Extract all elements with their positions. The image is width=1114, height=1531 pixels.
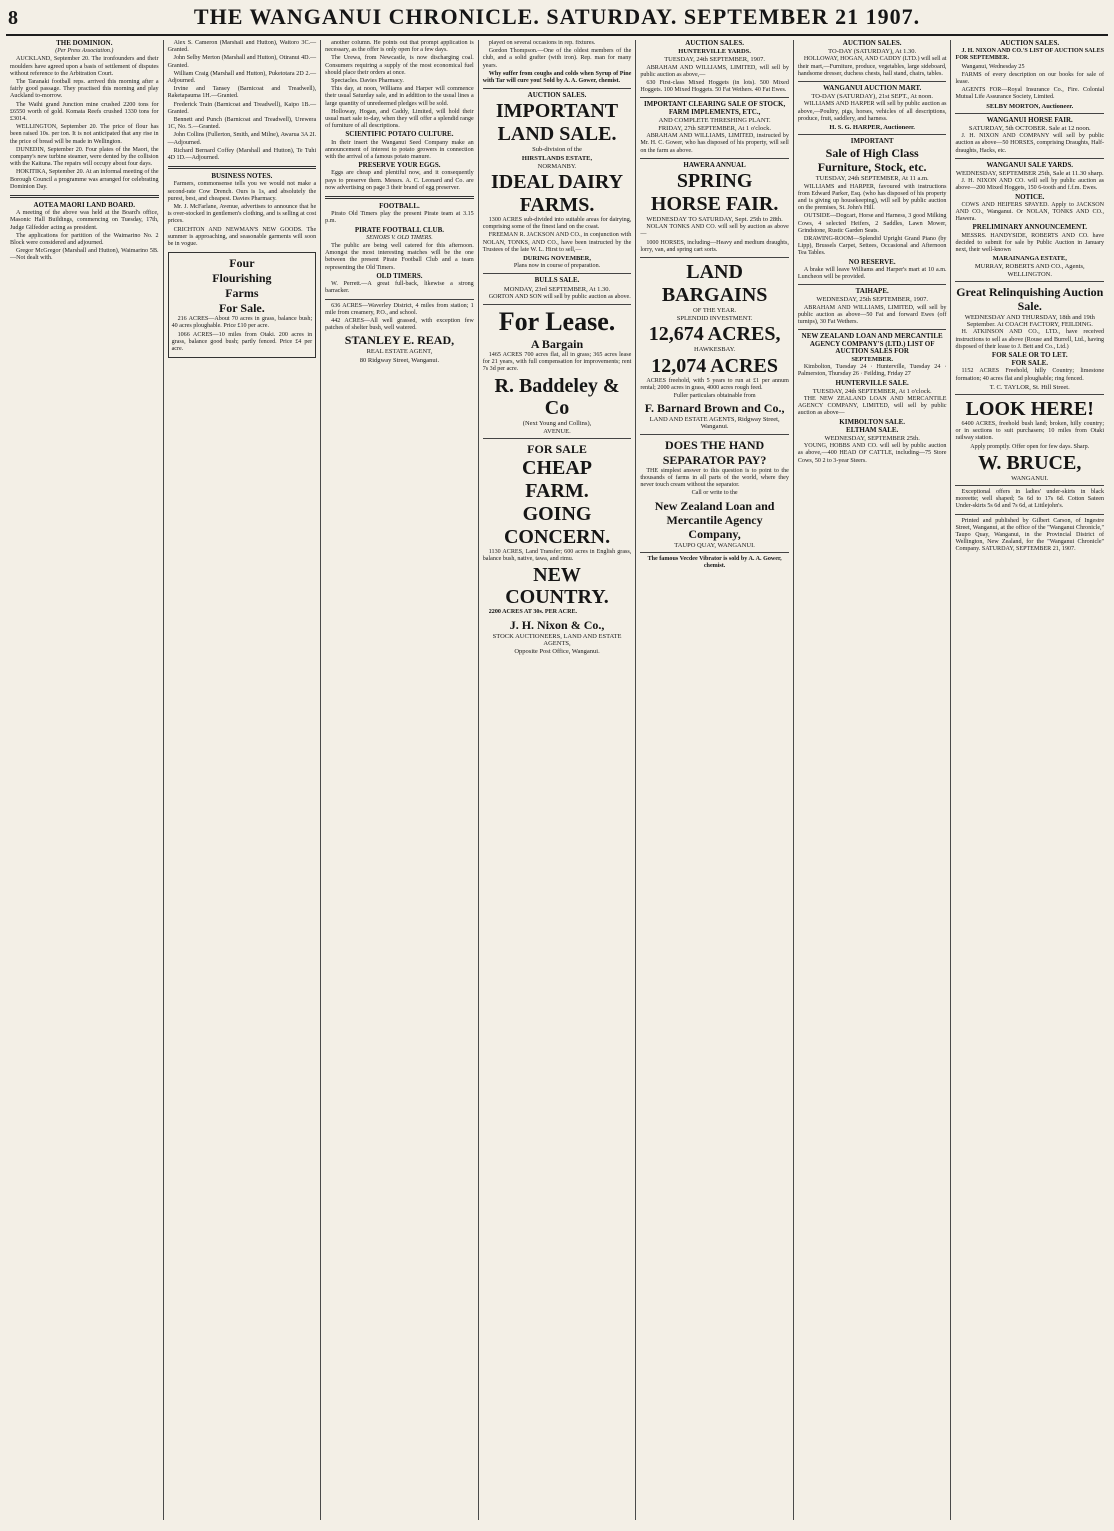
article-paragraph: Pirato Old Timers play the present Pirate team at 3.15 p.m. — [325, 211, 474, 225]
section-heading: NEW ZEALAND LOAN AND MERCANTILE AGENCY COMPANY'S (LTD.) LIST OF AUCTION SALES FOR — [801, 332, 943, 355]
auctioneer-name: SELBY MORTON, Auctioneer. — [986, 102, 1074, 110]
divider — [798, 329, 947, 330]
ad-subline: LAND AND ESTATE AGENTS, Ridgway Street, Wanganui. — [649, 416, 780, 431]
ad-headline: A Bargain — [530, 337, 584, 352]
agent-name: New Zealand Loan and Mercantile Agency Company, — [654, 498, 775, 541]
ad-paragraph: J. H. NIXON AND COMPANY will sell by public auction as above—50 HORSES, comprising Draughts, Half-draughts, Hacks, etc. — [955, 133, 1105, 154]
section-heading: AUCTION SALES. — [842, 40, 902, 47]
section-heading: AUCTION SALES. — [685, 40, 744, 47]
section-heading: AUCTION SALES. — [1000, 40, 1060, 47]
article-paragraph: This day, at noon, Williams and Harper will commence their usual Saturday sale, and in addition to the usual lines a large quantity of unredeemed pledges will be sold. — [325, 86, 474, 107]
section-heading: IMPORTANT — [850, 137, 894, 146]
divider — [955, 158, 1104, 159]
ad-paragraph: ABRAHAM AND WILLIAMS, LIMITED, will sell by public auction as above—50 Fat and forward Ewes (off turnips), 30 Fat Wethers. — [797, 304, 947, 326]
agent-name: STANLEY E. READ, — [344, 333, 455, 348]
divider — [955, 281, 1104, 282]
ad-paragraph: Kimbolton, Tuesday 24 · Hunterville, Tuesday 24 · Palmerston, Thursday 26 · Feilding, Friday 27 — [797, 364, 947, 378]
section-heading: SCIENTIFIC POTATO CULTURE. — [345, 130, 454, 139]
ad-paragraph: A brake will leave Williams and Harper's mart at 10 a.m. Luncheon will be provided. — [797, 266, 947, 281]
agent-name: R. Baddeley & Co — [494, 374, 620, 419]
divider — [798, 284, 947, 285]
section-heading: KIMBOLTON SALE. — [839, 417, 906, 426]
ad-paragraph: COWS AND HEIFERS SPAYED. Apply to JACKSON AND CO., Wanganui. Or NOLAN, TONKS AND CO., Hawera. — [955, 201, 1105, 223]
ad-paragraph: ACRES freehold, with 5 years to run at £1 per annum rental; 2000 acres in grass, 4000 acres rough feed. — [640, 377, 789, 391]
divider — [798, 81, 947, 82]
masthead — [6, 4, 1108, 36]
ad-headline: GOING — [522, 503, 592, 526]
section-heading: ELTHAM SALE. — [846, 425, 899, 434]
section-heading: HUNTERVILLE SALE. — [835, 378, 909, 387]
ad-paragraph: THE NEW ZEALAND LOAN AND MERCANTILE AGENCY COMPANY, LIMITED, will sell by public auction as above— — [797, 395, 947, 417]
ad-headline: Sale of High Class Furniture, Stock, etc. — [817, 146, 927, 175]
ad-subline: WEDNESDAY, SEPTEMBER 25th. — [824, 434, 920, 442]
ad-subline: DURING NOVEMBER, — [523, 255, 591, 263]
ad-paragraph: Apply promptly. Offer open for few days. Sharp. — [970, 443, 1090, 450]
ad-subline: AND COMPLETE THRESHING PLANT. — [658, 116, 771, 124]
article-paragraph: CRICHTON AND NEWMAN'S NEW GOODS. The summer is approaching, and seasonable garments will soon be in vogue. — [167, 226, 317, 248]
ad-subline: SPLENDID INVESTMENT. — [676, 315, 753, 323]
divider — [955, 113, 1104, 114]
ad-headline: CONCERN. — [503, 526, 611, 549]
ad-paragraph: 2200 ACRES AT 30s. PER ACRE. — [488, 609, 578, 616]
ad-paragraph: OUTSIDE—Dogcart, Horse and Harness, 3 good Milking Cows, 4 selected Heifers, 2 Saddles, Lawn Mower, Grindstone, Rustic Garden Seats. — [797, 213, 947, 234]
article-paragraph: AUCKLAND, September 20. The ironfounders and their moulders have agreed upon a basis of settlement of disputes without reference to the Arbitration Court. — [10, 56, 159, 77]
ad-headline: 12,074 ACRES — [651, 354, 778, 377]
article-paragraph: A meeting of the above was held at the Board's office, Masonic Hall Buildings, commencing on Tuesday, 17th, Judge Gilfedder acting as president. — [10, 210, 159, 231]
column-4 — [479, 40, 637, 1520]
ad-paragraph: H. ATKINSON AND CO., LTD., have received instructions to sell as above (Rouse and Burrell, Ltd., having disposed of their lease to J. Bett and Co., Ltd.) — [955, 329, 1105, 350]
ad-paragraph: ABRAHAM AND WILLIAMS, LIMITED, instructed by Mr. H. C. Gower, who has disposed of his property, will sell on the farm as above. — [640, 133, 789, 154]
article-paragraph: Irvine and Tansey (Barnicoat and Treadwell), Raketapauma 1H.—Granted. — [167, 86, 317, 100]
article-paragraph: The applications for partition of the Waimarino No. 2 Block were considered and adjourned. — [10, 232, 159, 247]
article-paragraph: Eggs are cheap and plentiful now, and it consequently pays to preserve them. Messrs. A. C. Leonard and Co. are now advertising on page 3 their brand of egg preserver. — [325, 170, 474, 191]
ad-headline: For Lease. — [498, 307, 616, 337]
column-3 — [321, 40, 479, 1520]
divider — [325, 196, 474, 199]
newspaper-title: THE WANGANUI CHRONICLE. SATURDAY. SEPTEMBER 21 1907. — [193, 4, 921, 29]
article-paragraph: William Craig (Marshall and Hutton), Puketotara 2D 2.—Adjourned. — [167, 70, 317, 85]
ad-paragraph: Fuller particulars obtainable from — [673, 393, 756, 400]
ad-headline: HORSE FAIR. — [650, 193, 779, 216]
section-heading: WANGANUI HORSE FAIR. — [986, 115, 1073, 124]
section-heading: BULLS SALE. — [534, 276, 580, 285]
article-paragraph: Spectacles. Davies Pharmacy. — [331, 78, 404, 85]
ad-subline: TUESDAY, 24th SEPTEMBER, At 11 a.m. — [815, 175, 929, 183]
section-heading: TAIHAPE. — [855, 287, 889, 296]
section-heading: FOR SALE. — [1011, 359, 1049, 368]
ad-subline: NORMANBY. — [537, 162, 577, 170]
ad-paragraph: 636 ACRES—Waverley District, 4 miles from station; 1 mile from creamery, P.O., and school. — [325, 302, 474, 316]
page-number: 8 — [8, 7, 18, 29]
ad-headline: CHEAP — [522, 457, 593, 480]
farms-advertisement — [168, 252, 317, 358]
divider — [955, 394, 1104, 395]
ad-subline: MARAINANGA ESTATE, — [992, 255, 1067, 263]
ad-headline: SEPARATOR PAY? — [662, 452, 767, 467]
article-paragraph: another column. He points out that prompt application is necessary, as the offer is only open for a few days. — [325, 40, 474, 54]
ad-subline: TUESDAY, 24th SEPTEMBER, At 1 o'clock. — [812, 387, 932, 395]
divider — [483, 438, 632, 439]
agent-address: 80 Ridgway Street, Wanganui. — [359, 356, 440, 364]
ad-paragraph: NOLAN TONKS AND CO. will sell by auction as above— — [640, 224, 789, 238]
ad-paragraph: Plans now in course of preparation. — [513, 263, 601, 270]
ad-subline: WEDNESDAY TO SATURDAY, Sept. 25th to 28th. — [646, 216, 783, 224]
ad-paragraph: WILLIAMS AND HARPER will sell by public auction as above,—Poultry, pigs, horses, vehicles of all descriptions, produce, fruit, saddlery, and harness. — [797, 101, 947, 122]
ad-headline: Flourishing — [212, 271, 272, 286]
section-heading: WANGANUI AUCTION MART. — [823, 84, 922, 93]
ad-subline: TO-DAY (SATURDAY), 21st SEPT., At noon. — [811, 93, 933, 101]
ad-paragraph: 1152 ACRES Freehold, hilly Country; limestone formation; 40 acres flat and ploughable; ring fenced. — [955, 368, 1105, 382]
column-7 — [951, 40, 1108, 1520]
article-paragraph: DUNEDIN, September 20. Four plates of the Maori, the company's new turbine steamer, were dented by the collision with the Kaituna. The repairs will occupy about four days. — [10, 146, 159, 168]
ad-headline: FOR SALE — [527, 442, 587, 457]
ad-paragraph: ABRAHAM AND WILLIAMS, LIMITED, will sell by public auction as above,— — [640, 64, 789, 78]
divider — [798, 134, 947, 135]
divider — [168, 166, 317, 169]
ad-paragraph: J. H. NIXON AND CO. will sell by public auction as above—200 Mixed Hoggets, 150 6-tooth and f.f.m. Ewes. — [955, 178, 1105, 192]
column-5 — [636, 40, 794, 1520]
ad-subline: Opposite Post Office, Wanganui. — [514, 648, 600, 656]
divider — [483, 304, 632, 305]
article-paragraph: Richard Bernard Coffey (Marshall and Hutton), Te Tuhi 4D 1D.—Adjourned. — [167, 147, 317, 162]
ad-subline: AVENUE. — [543, 427, 571, 435]
article-paragraph: Farmers, commonsense tells you we would not make a second-rate Cow Drench. Ours is 1s, and absolutely the purest, best, and cheapest. Davies Pharmacy. — [167, 181, 317, 202]
agent-name: MURRAY, ROBERTS AND CO., Agents, WELLINGTON. — [974, 263, 1085, 278]
auctioneer-name: H. S. G. HARPER, Auctioneer. — [829, 124, 915, 132]
ad-paragraph: THE simplest answer to this question is to point to the thousands of farms in all parts of the world, where they never touch cream without the separator. — [640, 467, 789, 489]
ad-paragraph: 630 First-class Mixed Hoggets (in lots). 500 Mixed Hoggets. 100 Mixed Hoggets. 50 Fat Wethers. 40 Fat Ewes. — [640, 80, 789, 94]
ad-paragraph: YOUNG, HOBBS AND CO. will sell by public auction as above,—400 HEAD OF CATTLE, including—75 Store Cows, 50 2 to 3-year Steers. — [797, 443, 947, 464]
article-paragraph: Gordon Thompson.—One of the oldest members of the club, and a solid grafter (with iron). Rep. man for many years. — [482, 48, 632, 69]
article-paragraph: The public are being well catered for this afternoon. Amongst the most interesting matches will be the one between the present Pirate Football Club and a team representing the Old Timers. — [325, 243, 474, 271]
ad-headline: Great Relinquishing Auction Sale. — [956, 284, 1104, 313]
article-paragraph: played on several occasions in rep. fixtures. — [488, 40, 596, 46]
section-heading: THE DOMINION. — [56, 40, 113, 47]
article-paragraph: Gregor McGregor (Marshall and Hutton), Waimarino 5B.—Not dealt with. — [10, 248, 159, 262]
ad-paragraph: HOLLOWAY, HOGAN, AND CADDY (LTD.) will sell at their mart,—Furniture, produce, vegetables, large sideboard, handsome dresser, duchess chests, hall stand, chairs, tables. — [797, 56, 947, 77]
ad-subline: TO-DAY (SATURDAY), At 1.30. — [828, 48, 917, 56]
ad-headline: LOOK HERE! — [965, 397, 1094, 420]
ad-subline: WEDNESDAY AND THURSDAY, 18th and 19th September. At COACH FACTORY, FEILDING. — [964, 313, 1095, 329]
section-heading: PRELIMINARY ANNOUNCEMENT. — [972, 223, 1087, 232]
ad-headline: SPRING — [676, 170, 753, 193]
article-paragraph: In their insert the Wanganui Seed Company make an announcement of interest to potato growers in connection with the arrival of a famous potato manure. — [325, 139, 474, 161]
ad-subline: TAUPO QUAY, WANGANUI. — [674, 541, 755, 549]
ad-paragraph: 1465 ACRES 700 acres flat, all in grass; 365 acres lease for 21 years, with full compensation for improvements; rent 7s 3d per acre. — [482, 352, 632, 373]
column-2 — [164, 40, 322, 1520]
ad-paragraph: WILLIAMS and HARPER, favoured with instructions from Edward Parker, Esq. (who has disposed of his property and is giving up housekeeping), will sell by public auction on the premises, St. John's Hill. — [797, 183, 947, 212]
article-paragraph: WELLINGTON, September 20. The price of flour has been raised 10s. per ton. It is not anticipated that any rise in the price of bread will be made in Wellington. — [10, 124, 159, 145]
ad-subline: FRIDAY, 27th SEPTEMBER, At 1 o'clock. — [658, 125, 771, 133]
section-heading: HAWERA ANNUAL — [683, 160, 746, 169]
section-heading: PIRATE FOOTBALL CLUB. — [354, 225, 445, 234]
ad-paragraph: 6400 ACRES, freehold bush land; broken, hilly country; or in sections to suit purchasers; 10 miles from Otaki railway station. — [955, 420, 1105, 442]
agent-name: F. Barnard Brown and Co., — [644, 401, 785, 416]
ad-subline: Sub-division of the — [532, 146, 582, 154]
ad-headline: LAND SALE. — [497, 123, 617, 146]
section-heading: FOOTBALL. — [379, 202, 420, 211]
section-heading: WANGANUI SALE YARDS. — [986, 160, 1073, 169]
agent-role: REAL ESTATE AGENT, — [366, 348, 433, 356]
section-subheading: SENIORS V. OLD TIMERS. — [366, 234, 433, 241]
article-paragraph: The Urewa, from Newcastle, is now discharging coal. Consumers requiring a supply of the most economical fuel should place their orders at once. — [325, 55, 474, 76]
article-paragraph: Holloway, Hogan, and Caddy, Limited, will hold their usual mart sale to-day, when they will offer a splendid range of furniture of all descriptions. — [325, 108, 474, 130]
divider — [325, 299, 474, 300]
ad-paragraph: FREEMAN R. JACKSON AND CO., in conjunction with NOLAN, TONKS, AND CO., have been instructed by the Trustees of the late W. L. Hirst to sell,— — [482, 232, 632, 253]
ad-headline: FARM. — [525, 480, 589, 503]
ad-paragraph: MESSRS. HANDYSIDE, ROBERTS AND CO. have decided to submit for sale by Public Auction in January next, their well-known — [955, 232, 1105, 254]
ad-paragraph: 1300 ACRES sub-divided into suitable areas for dairying, comprising some of the finest land on the coast. — [482, 217, 632, 231]
agent-name: J. H. Nixon & Co., — [509, 617, 605, 632]
ad-paragraph: 442 ACRES—All well grassed, with exception few patches of shelter bush, well watered. — [325, 317, 474, 332]
divider — [640, 97, 789, 98]
ad-subline: STOCK AUCTIONEERS, LAND AND ESTATE AGENTS, — [492, 632, 622, 647]
ad-headline: IDEAL DAIRY — [490, 171, 624, 194]
ad-paragraph: The famous Vecdee Vibrator is sold by A. A. Gower, chemist. — [647, 555, 782, 569]
ad-subline: SATURDAY, 5th OCTOBER. Sale at 12 noon. — [968, 125, 1091, 133]
ad-headline: Four — [229, 256, 255, 271]
column-1 — [6, 40, 164, 1520]
section-heading: OLD TIMERS. — [376, 271, 423, 280]
divider — [640, 257, 789, 258]
ad-headline: NEW COUNTRY. — [505, 564, 609, 609]
section-heading: AOTEA MAORI LAND BOARD. — [33, 201, 136, 210]
agent-name: W. BRUCE, — [978, 451, 1082, 474]
column-6 — [794, 40, 952, 1520]
ad-headline: For Sale. — [218, 301, 265, 316]
ad-paragraph: Exceptional offers in ladies' under-skirts in black moreette; well shaped; 5s 6d to 17s 6d. Cotton Sateen Under-skirts 5s 6d and 7s 6d, at Littlejohn's. — [955, 488, 1105, 510]
article-paragraph: The Taranaki football reps. arrived this morning after a fairly good passage. They practised this morning and play Auckland to-morrow. — [10, 79, 159, 100]
divider — [640, 552, 789, 553]
imprint: Printed and published by Gilbert Carson, of Ingestre Street, Wanganui, at the office of the "Wanganui Chronicle," Taupo Quay, Wanganui, in the Provincial District of Wellington, New Zealand, for the "Wanganui Chronicle" Company. SATURDAY, SEPTEMBER 21, 1907. — [955, 517, 1105, 553]
ad-paragraph: AGENTS FOR—Royal Insurance Co., Fire. Colonial Mutual Life Assurance Society, Limited. — [955, 87, 1105, 101]
divider — [10, 195, 159, 198]
divider — [955, 514, 1104, 515]
columns — [6, 40, 1108, 1520]
ad-paragraph: FARMS of every description on our books for sale of lease. — [955, 71, 1105, 86]
article-paragraph: The Waihi grand Junction mine crushed 2200 tons for £6550 worth of gold. Komata Reefs crushed 1330 tons for £3014. — [10, 101, 159, 123]
ad-subline: WEDNESDAY, SEPTEMBER 25th, Sale at 11.30 sharp. — [955, 170, 1104, 178]
ad-subline: OF THE YEAR. — [693, 307, 737, 315]
ad-subline: HUNTERVILLE YARDS. — [678, 48, 751, 56]
ad-headline: IMPORTANT — [495, 100, 619, 123]
article-paragraph: John Collins (Fullerton, Smith, and Milne), Awarua 3A 2I.—Adjourned. — [167, 132, 317, 146]
ad-paragraph: 1000 HORSES, including—Heavy and medium draughts, lorry, van, and spring cart sorts. — [640, 239, 789, 253]
ad-subline: SEPTEMBER. — [851, 355, 894, 363]
ad-paragraph: 1130 ACRES, Land Transfer; 600 acres in English grass, balance bush, native, tawa, and rimu. — [482, 549, 632, 563]
section-heading: PRESERVE YOUR EGGS. — [358, 161, 441, 170]
section-heading: NOTICE. — [1015, 192, 1045, 201]
article-paragraph: W. Perrett.—A great full-back, likewise a strong barracker. — [325, 281, 474, 295]
ad-headline: Farms — [225, 286, 259, 301]
ad-paragraph: DRAWING-ROOM—Splendid Upright Grand Piano (by Lipp), Brussels Carpet, Settees, Occasional and Afternoon Tea Tables. — [797, 236, 947, 257]
section-subheading: (Per Press Association.) — [55, 48, 114, 55]
section-heading: IMPORTANT CLEARING SALE OF STOCK, FARM IMPLEMENTS, ETC., — [643, 100, 786, 116]
ad-paragraph: 1066 ACRES—10 miles from Otaki. 200 acres in grass, balance good bush; partly fenced. Price £4 per acre. — [171, 331, 313, 353]
ad-subline: TUESDAY, 24th SEPTEMBER, 1907. — [664, 56, 765, 64]
section-heading: AUCTION SALES. — [527, 91, 587, 100]
ad-paragraph: J. H. NIXON AND CO.'S LIST OF AUCTION SALES FOR SEPTEMBER. — [955, 48, 1105, 62]
article-paragraph: HOKITIKA, September 20. At an informal meeting of the Borough Council a programme was arranged for celebrating Dominion Day. — [10, 169, 159, 190]
article-paragraph: Frederick Train (Barnicoat and Treadwell), Kaipo 1B.—Granted. — [167, 101, 317, 115]
section-heading: FOR SALE OR TO LET. — [991, 350, 1068, 359]
ad-subline: MONDAY, 23rd SEPTEMBER, At 1.30. — [503, 285, 611, 293]
ad-headline: FARMS. — [519, 194, 595, 217]
ad-headline: LAND — [686, 261, 743, 284]
divider — [955, 485, 1104, 486]
article-paragraph: Why suffer from coughs and colds when Syrup of Pine with Tar will cure you! Sold by A. A. Gower, chemist. — [482, 70, 632, 85]
ad-paragraph: Wanganui, Wednesday 25 — [961, 63, 1025, 70]
ad-paragraph: Call or write to the — [691, 490, 738, 497]
agent-name: T. C. TAYLOR, St. Hill Street. — [989, 383, 1070, 391]
divider — [483, 273, 632, 274]
ad-subline: (Next Young and Collins), — [522, 419, 592, 427]
ad-subline: HAWKESBAY. — [694, 346, 736, 354]
divider — [483, 88, 632, 89]
divider — [640, 158, 789, 159]
ad-headline: BARGAINS — [661, 284, 768, 307]
article-paragraph: Mr. J. McFarlane, Avenue, advertises to announce that he is over-stocked in gentlemen's clothing, and is selling at cost prices. — [167, 204, 317, 225]
article-paragraph: Alex S. Cameron (Marshall and Hutton), Waitoro 3C.—Granted. — [167, 40, 317, 54]
ad-paragraph: 216 ACRES—About 70 acres in grass, balance bush; 40 acres ploughable. Price £10 per acre. — [171, 316, 313, 330]
article-paragraph: Bennett and Punch (Barnicoat and Treadwell), Urewera 1C, No. 5.—Granted. — [167, 117, 317, 131]
section-heading: NO RESERVE. — [848, 257, 896, 266]
ad-headline: 12,674 ACRES, — [648, 323, 781, 346]
article-paragraph: John Selby Merton (Marshall and Hutton), Otiranui 4D.—Granted. — [167, 55, 317, 69]
ad-subline: WANGANUI. — [1011, 474, 1049, 482]
ad-paragraph: GORTON AND SON will sell by public auction as above. — [488, 293, 631, 300]
divider — [640, 434, 789, 435]
ad-subline: HIRSTLANDS ESTATE, — [521, 154, 593, 162]
section-heading: BUSINESS NOTES. — [211, 172, 273, 181]
ad-subline: WEDNESDAY, 25th SEPTEMBER, 1907. — [816, 296, 928, 304]
ad-headline: DOES THE HAND — [665, 437, 765, 452]
